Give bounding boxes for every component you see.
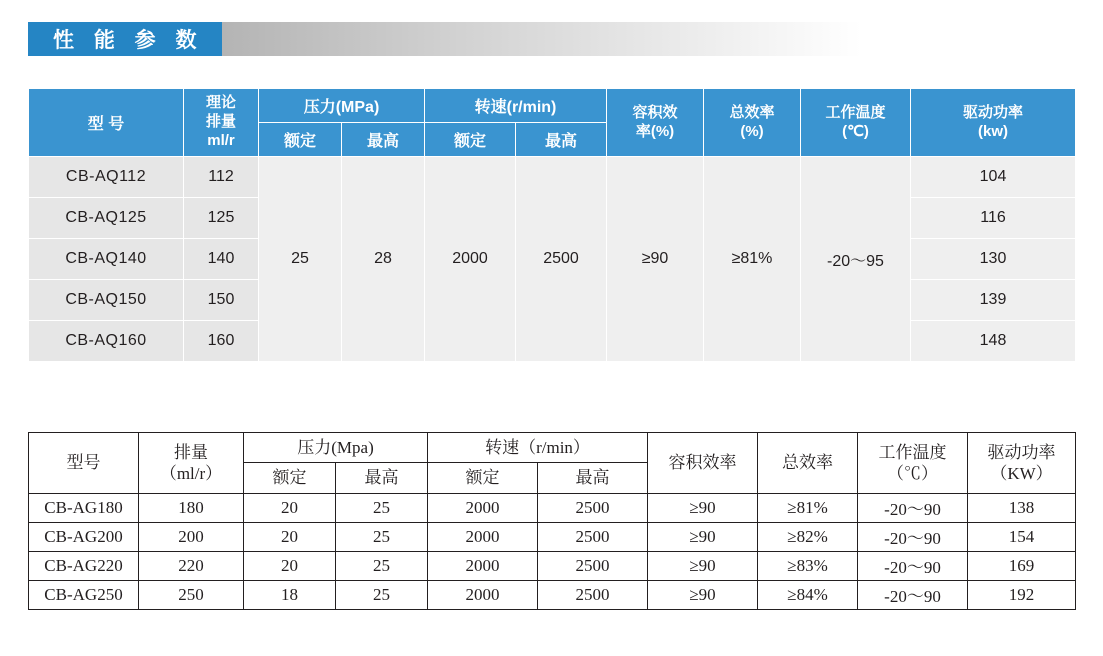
table-row — [29, 580, 1076, 609]
cell-volumetric-efficiency: ≥90 — [648, 522, 758, 551]
header2-drive-power — [968, 433, 1076, 494]
cell-drive-power: 192 — [968, 580, 1076, 609]
header2-speed-group: 转速（r/min） — [428, 433, 648, 463]
table-row — [29, 493, 1076, 522]
cell-volumetric-efficiency: ≥90 — [648, 580, 758, 609]
cell-total-efficiency: ≥84% — [758, 580, 858, 609]
cell-temperature: -20～90 — [858, 580, 968, 609]
cell-displacement: 250 — [139, 580, 244, 609]
header-gradient-bar — [222, 22, 1075, 56]
table-row — [29, 157, 1076, 198]
cell-displacement: 112 — [184, 157, 259, 198]
table-row — [29, 551, 1076, 580]
table2-header-row-1 — [29, 433, 1076, 463]
cell-pressure-max: 28 — [342, 157, 425, 362]
cell-model: CB-AG180 — [29, 493, 139, 522]
cell-speed-max: 2500 — [538, 522, 648, 551]
cell-model: CB-AQ150 — [29, 280, 184, 321]
cell-pressure-max: 25 — [336, 551, 428, 580]
cell-speed-max: 2500 — [538, 580, 648, 609]
header-temperature — [801, 89, 911, 157]
header-drive-power-line1: 驱动功率 — [962, 103, 1023, 121]
header-drive-power — [911, 89, 1076, 157]
cell-speed-max: 2500 — [538, 551, 648, 580]
cell-temperature: -20～90 — [858, 551, 968, 580]
cell-displacement: 140 — [184, 239, 259, 280]
header-drive-power-line2: (kw) — [978, 122, 1008, 140]
cell-temperature: -20～90 — [858, 493, 968, 522]
cell-displacement: 125 — [184, 198, 259, 239]
cell-model: CB-AQ125 — [29, 198, 184, 239]
cell-temperature: -20～90 — [858, 522, 968, 551]
page-title: 性 能 参 数 — [28, 22, 222, 56]
header-pressure-rated: 额定 — [259, 123, 342, 157]
cell-drive-power: 138 — [968, 493, 1076, 522]
cell-pressure-max: 25 — [336, 493, 428, 522]
header-displacement-line3: ml/r — [207, 131, 235, 149]
header-temperature-line1: 工作温度 — [825, 103, 886, 121]
header-volumetric-efficiency-line1: 容积效 — [632, 103, 678, 121]
cell-speed-rated: 2000 — [428, 493, 538, 522]
performance-table-aq — [28, 88, 1076, 362]
cell-speed-max: 2500 — [538, 493, 648, 522]
header2-temperature-line2: （℃） — [887, 463, 939, 483]
header-total-efficiency-line2: (%) — [740, 122, 764, 140]
cell-drive-power: 154 — [968, 522, 1076, 551]
header2-speed-rated: 额定 — [428, 463, 538, 493]
header2-volumetric-efficiency: 容积效率 — [648, 433, 758, 494]
cell-volumetric-efficiency: ≥90 — [648, 493, 758, 522]
cell-pressure-rated: 20 — [244, 493, 336, 522]
cell-speed-rated: 2000 — [425, 157, 516, 362]
header-speed-group: 转速(r/min) — [425, 89, 607, 123]
cell-model: CB-AQ140 — [29, 239, 184, 280]
header-pressure-group: 压力(MPa) — [259, 89, 425, 123]
cell-total-efficiency: ≥83% — [758, 551, 858, 580]
cell-speed-rated: 2000 — [428, 551, 538, 580]
cell-drive-power: 148 — [911, 321, 1076, 362]
header-model: 型 号 — [29, 89, 184, 157]
header2-pressure-rated: 额定 — [244, 463, 336, 493]
cell-drive-power: 169 — [968, 551, 1076, 580]
cell-model: CB-AG200 — [29, 522, 139, 551]
cell-drive-power: 139 — [911, 280, 1076, 321]
cell-speed-rated: 2000 — [428, 522, 538, 551]
header2-pressure-max: 最高 — [336, 463, 428, 493]
cell-model: CB-AG220 — [29, 551, 139, 580]
header-displacement — [184, 89, 259, 157]
cell-speed-max: 2500 — [516, 157, 607, 362]
cell-displacement: 200 — [139, 522, 244, 551]
cell-pressure-rated: 25 — [259, 157, 342, 362]
header2-drive-power-line1: 驱动功率 — [987, 442, 1056, 462]
table-row — [29, 522, 1076, 551]
header2-model: 型号 — [29, 433, 139, 494]
header-speed-rated: 额定 — [425, 123, 516, 157]
header-total-efficiency — [704, 89, 801, 157]
section-header — [28, 22, 1075, 56]
cell-total-efficiency: ≥81% — [758, 493, 858, 522]
header2-total-efficiency: 总效率 — [758, 433, 858, 494]
cell-drive-power: 104 — [911, 157, 1076, 198]
cell-total-efficiency: ≥82% — [758, 522, 858, 551]
cell-volumetric-efficiency: ≥90 — [648, 551, 758, 580]
cell-temperature: -20～95 — [801, 157, 911, 362]
cell-displacement: 180 — [139, 493, 244, 522]
header2-displacement-line2: （ml/r） — [159, 463, 223, 483]
cell-pressure-rated: 18 — [244, 580, 336, 609]
header2-drive-power-line2: （KW） — [990, 463, 1053, 483]
cell-model: CB-AQ160 — [29, 321, 184, 362]
cell-pressure-max: 25 — [336, 580, 428, 609]
cell-pressure-rated: 20 — [244, 522, 336, 551]
cell-drive-power: 116 — [911, 198, 1076, 239]
cell-volumetric-efficiency: ≥90 — [607, 157, 704, 362]
cell-pressure-rated: 20 — [244, 551, 336, 580]
header-pressure-max: 最高 — [342, 123, 425, 157]
header2-speed-max: 最高 — [538, 463, 648, 493]
performance-table-ag — [28, 432, 1076, 610]
table-header-row-1 — [29, 89, 1076, 123]
header2-temperature-line1: 工作温度 — [878, 442, 947, 462]
cell-model: CB-AQ112 — [29, 157, 184, 198]
header2-displacement-line1: 排量 — [174, 442, 208, 462]
header-total-efficiency-line1: 总效率 — [729, 103, 775, 121]
header-volumetric-efficiency-line2: 率(%) — [635, 122, 675, 140]
header-displacement-line2: 排量 — [205, 113, 236, 131]
cell-model: CB-AG250 — [29, 580, 139, 609]
header2-displacement — [139, 433, 244, 494]
cell-speed-rated: 2000 — [428, 580, 538, 609]
header2-pressure-group: 压力(Mpa) — [244, 433, 428, 463]
header-temperature-line2: (℃) — [842, 122, 869, 140]
cell-total-efficiency: ≥81% — [704, 157, 801, 362]
header-volumetric-efficiency — [607, 89, 704, 157]
header2-temperature — [858, 433, 968, 494]
cell-drive-power: 130 — [911, 239, 1076, 280]
header-displacement-line1: 理论 — [205, 94, 236, 112]
cell-pressure-max: 25 — [336, 522, 428, 551]
header-speed-max: 最高 — [516, 123, 607, 157]
cell-displacement: 160 — [184, 321, 259, 362]
cell-displacement: 150 — [184, 280, 259, 321]
cell-displacement: 220 — [139, 551, 244, 580]
